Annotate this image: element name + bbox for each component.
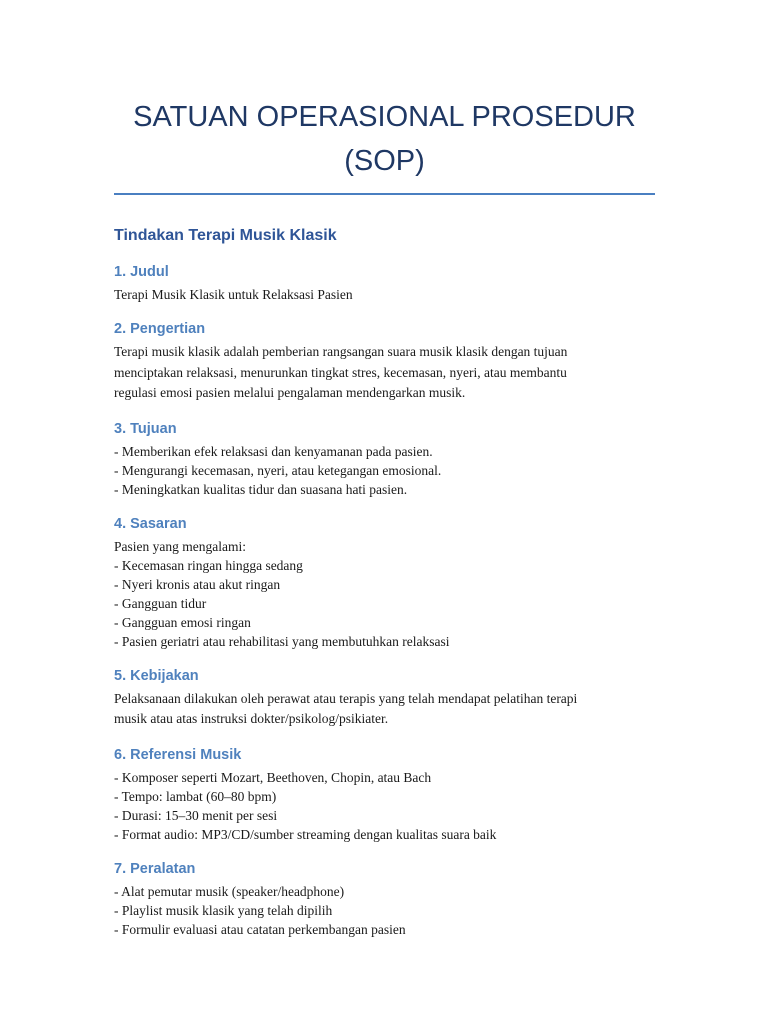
body-line: Terapi musik klasik adalah pemberian rangsangan suara musik klasik dengan tujuan	[114, 344, 568, 359]
section-body	[114, 537, 655, 651]
section-kebijakan	[114, 665, 655, 730]
section-heading: 7. Peralatan	[114, 860, 196, 877]
section-heading: 3. Tujuan	[114, 420, 177, 437]
section-tujuan	[114, 418, 655, 499]
body-line: Pasien yang mengalami:	[114, 538, 246, 554]
document-subtitle: Tindakan Terapi Musik Klasik	[114, 227, 337, 244]
list-item: - Komposer seperti Mozart, Beethoven, Chopin, atau Bach	[114, 769, 432, 785]
section-body	[114, 689, 655, 730]
list-item: - Durasi: 15–30 menit per sesi	[114, 807, 278, 823]
section-heading: 2. Pengertian	[114, 321, 206, 337]
list-item: - Kecemasan ringan hingga sedang	[114, 557, 303, 573]
section-sasaran	[114, 513, 655, 651]
list-item: - Meningkatkan kualitas tidur dan suasana hati pasien.	[114, 481, 408, 497]
list-item: - Format audio: MP3/CD/sumber streaming dengan kualitas suara baik	[114, 826, 497, 842]
document-title-line-1: SATUAN OPERASIONAL PROSEDUR	[133, 101, 636, 133]
document-title-line-2: (SOP)	[344, 145, 425, 177]
body-line: regulasi emosi pasien melalui pengalaman mendengarkan musik.	[114, 385, 466, 400]
section-referensi-musik	[114, 744, 655, 844]
body-line: Terapi Musik Klasik untuk Relaksasi Pasien	[114, 287, 353, 302]
section-pengertian	[114, 318, 655, 404]
section-body	[114, 882, 655, 939]
document-page	[114, 0, 655, 939]
body-line: Pelaksanaan dilakukan oleh perawat atau terapis yang telah mendapat pelatihan terapi	[114, 690, 578, 706]
list-item: - Tempo: lambat (60–80 bpm)	[114, 788, 277, 804]
section-heading: 5. Kebijakan	[114, 667, 199, 684]
list-item: - Gangguan emosi ringan	[114, 614, 251, 630]
list-item: - Playlist musik klasik yang telah dipilih	[114, 902, 333, 918]
list-item: - Nyeri kronis atau akut ringan	[114, 576, 281, 592]
section-judul	[114, 261, 655, 304]
section-body	[114, 285, 655, 304]
section-body	[114, 342, 655, 404]
body-line: musik atau atas instruksi dokter/psikolog/psikiater.	[114, 711, 389, 726]
list-item: - Formulir evaluasi atau catatan perkembangan pasien	[114, 921, 406, 937]
section-peralatan	[114, 858, 655, 939]
title-divider	[114, 193, 655, 195]
document-title	[114, 0, 655, 183]
body-line: menciptakan relaksasi, menurunkan tingkat stres, kecemasan, nyeri, atau membantu	[114, 364, 567, 380]
section-heading: 4. Sasaran	[114, 515, 187, 532]
section-heading: 1. Judul	[114, 264, 169, 280]
section-body	[114, 442, 655, 499]
section-body	[114, 768, 655, 844]
section-heading: 6. Referensi Musik	[114, 746, 242, 763]
list-item: - Gangguan tidur	[114, 595, 207, 611]
list-item: - Mengurangi kecemasan, nyeri, atau ketegangan emosional.	[114, 462, 442, 478]
list-item: - Memberikan efek relaksasi dan kenyamanan pada pasien.	[114, 443, 433, 459]
list-item: - Pasien geriatri atau rehabilitasi yang membutuhkan relaksasi	[114, 633, 450, 649]
list-item: - Alat pemutar musik (speaker/headphone)	[114, 883, 345, 899]
